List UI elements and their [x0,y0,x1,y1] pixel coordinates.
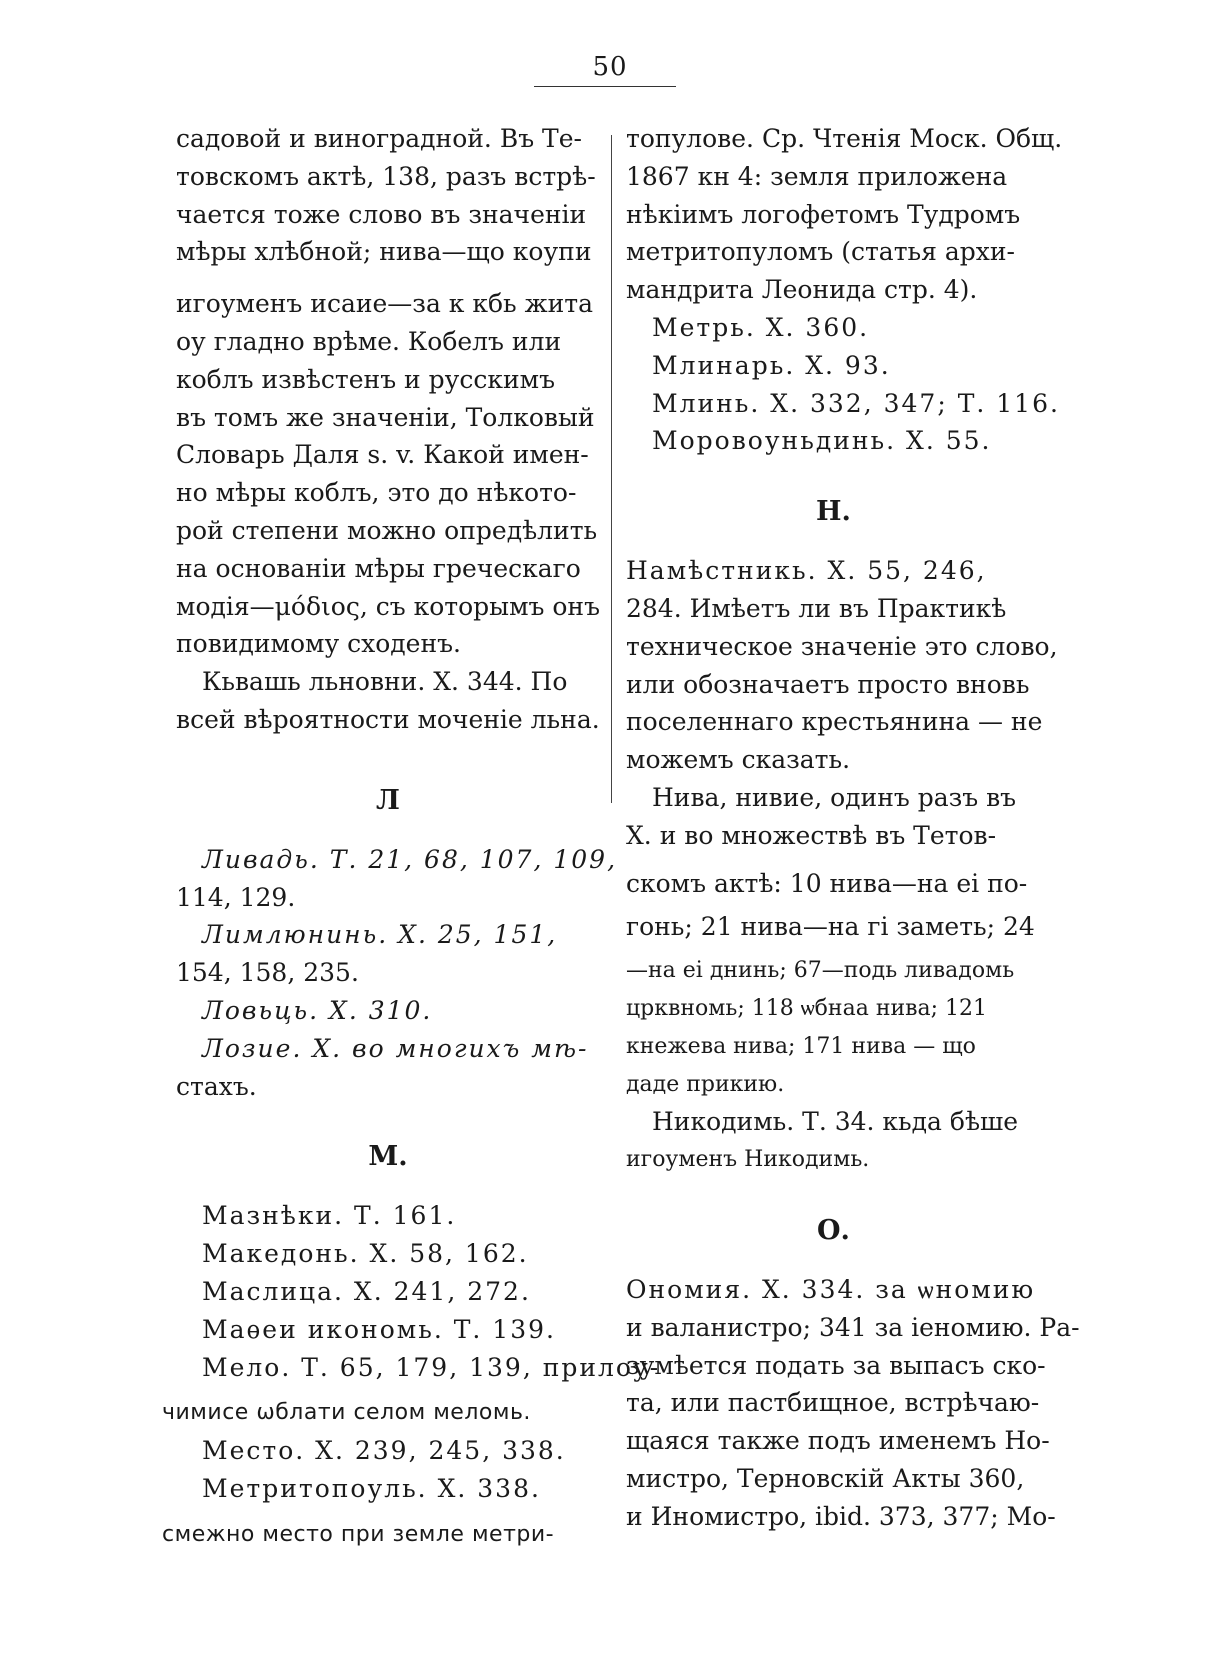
text-line: поселеннаго крестьянина — не [626,707,1043,737]
text-line: товскомъ актѣ, 138, разъ встрѣ- [176,161,596,191]
column-divider [611,135,612,803]
text-line: Македонь. Х. 58, 162. [202,1239,529,1269]
text-line: 1867 кн 4: земля приложена [626,161,1008,191]
text-line: Нива, нивие, одинъ разъ въ [652,782,1017,812]
text-line: мѣры хлѣбной; нива—що коупи [176,237,592,267]
entry-namestnik [626,552,1058,779]
text-line: Метритопоуль. Х. 338. [202,1473,541,1503]
text-line: Ловьць. Х. 310. [202,995,433,1025]
text-line: чимисе ѡблати селом меломь. [162,1400,531,1426]
text-line: 114, 129. [176,882,296,912]
text-line: кнежева нива; 171 нива — що [626,1033,976,1059]
text-line: Никодимь. Т. 34. кьда бѣше [652,1107,1019,1137]
text-line: Мело. Т. 65, 179, 139, прилоу- [202,1352,661,1382]
text-line: игоуменъ Никодимь. [626,1147,870,1173]
text-line: метритопуломъ (статья архи- [626,237,1015,267]
page-number: 50 [592,52,628,82]
text-line: можемъ сказать. [626,745,851,775]
entry-maslica [176,1273,600,1311]
right-entries-m [626,309,1060,460]
text-line: чается тоже слово въ значеніи [176,199,587,229]
text-line: и Иномистро, ibid. 373, 377; Мо- [626,1501,1056,1531]
section-heading-n: Н. [816,496,851,528]
entry-livad [176,841,618,917]
text-line: даде прикию. [626,1071,785,1097]
text-line: та, или пастбищное, встрѣчаю- [626,1388,1040,1418]
text-line: скомъ актѣ: 10 нива—на еі по- [626,868,1028,898]
section-heading-l: Л [376,784,400,816]
text-line: всей вѣроятности моченіе льна. [176,704,600,734]
entry-maznek [176,1197,600,1235]
entry-niva [626,779,1041,1103]
text-line: топулове. Ср. Чтенія Моск. Общ. [626,124,1063,153]
text-line: Ливадь. Т. 21, 68, 107, 109, [202,844,618,874]
text-line: въ томъ же значеніи, Толковый [176,402,595,432]
text-line: повидимому сходенъ. [176,629,461,659]
text-line: на основаніи мѣры греческаго [176,553,581,583]
entry-metritopoul [162,1470,600,1554]
text-line: Словарь Даля s. v. Какой имен- [176,440,589,470]
text-line: гонь; 21 нива—на гі заметь; 24 [626,912,1035,942]
right-paragraph-1 [626,120,1063,309]
text-line: Мазнѣки. Т. 161. [202,1201,457,1231]
text-line: Маслица. Х. 241, 272. [202,1276,531,1306]
text-line: садовой и виноградной. Въ Те- [176,124,582,153]
text-line: но мѣры коблъ, это до нѣкото- [176,478,577,508]
entry-limlyunin [176,916,600,992]
entry-melo [162,1349,661,1433]
text-line: Намѣстникь. Х. 55, 246, [626,556,987,586]
text-line: зумѣется подать за выпасъ ско- [626,1350,1046,1380]
entry-onomia [626,1271,1080,1536]
text-line: оу гладно врѣме. Кобелъ или [176,326,562,356]
text-line: црквномь; 118 ѡбнаа нива; 121 [626,995,988,1021]
text-line: мистро, Терновскій Акты 360, [626,1463,1025,1493]
text-line: —на еі днинь; 67—подь ливадомь [626,958,1015,984]
left-column [162,120,661,1554]
text-line: 284. Имѣетъ ли въ Практикѣ [626,593,1007,623]
text-line: Млинь. Х. 332, 347; Т. 116. [652,388,1060,418]
text-line: Маѳеи икономь. Т. 139. [202,1314,556,1344]
text-line: Лозие. Х. во многихъ мѣ- [202,1033,589,1063]
text-line: смежно место при земле метри- [162,1521,555,1547]
text-line: Ономия. Х. 334. за ѡномию [626,1274,1036,1304]
text-line: коблъ извѣстенъ и русскимъ [176,364,556,394]
text-line: мандрита Леонида стр. 4). [626,275,978,305]
text-line: техническое значеніе это слово, [626,631,1058,661]
section-heading-o: О. [817,1214,850,1246]
text-line: Х. и во множествѣ въ Тетов- [626,820,997,850]
text-line: Лимлюнинь. Х. 25, 151, [202,920,558,950]
text-line: рой степени можно опредѣлить [176,515,598,545]
text-line: Кьвашь льновни. Х. 344. По [202,667,568,697]
left-paragraph-1 [176,120,600,663]
entry-makedon [176,1235,600,1273]
text-line: щаяся также подъ именемъ Но- [626,1426,1050,1456]
entry-mathei [176,1311,600,1349]
text-line: игоуменъ исаие—за к кбь жита [176,289,593,319]
text-line: стахъ. [176,1071,257,1101]
entry-lovec [176,992,600,1030]
entry-mesto [176,1432,600,1470]
right-column [626,120,1080,1536]
text-line: или обозначаетъ просто вновь [626,669,1030,699]
text-line: Метрь. Х. 360. [652,312,870,342]
header-rule [534,86,676,87]
text-line: Моровоуньдинь. Х. 55. [652,426,992,456]
entry-nikodim [626,1103,1041,1179]
text-line: и валанистро; 341 за іеномию. Ра- [626,1312,1080,1342]
left-paragraph-2 [176,663,600,739]
text-line: Млинарь. Х. 93. [652,350,891,380]
section-heading-m: М. [368,1141,408,1173]
text-line: модія—μόδιος, съ которымъ онъ [176,591,600,621]
text-line: 154, 158, 235. [176,958,359,988]
text-line: нѣкіимъ логофетомъ Тудромъ [626,199,1021,229]
text-line: Место. Х. 239, 245, 338. [202,1436,566,1466]
entry-lozie [176,1030,600,1106]
